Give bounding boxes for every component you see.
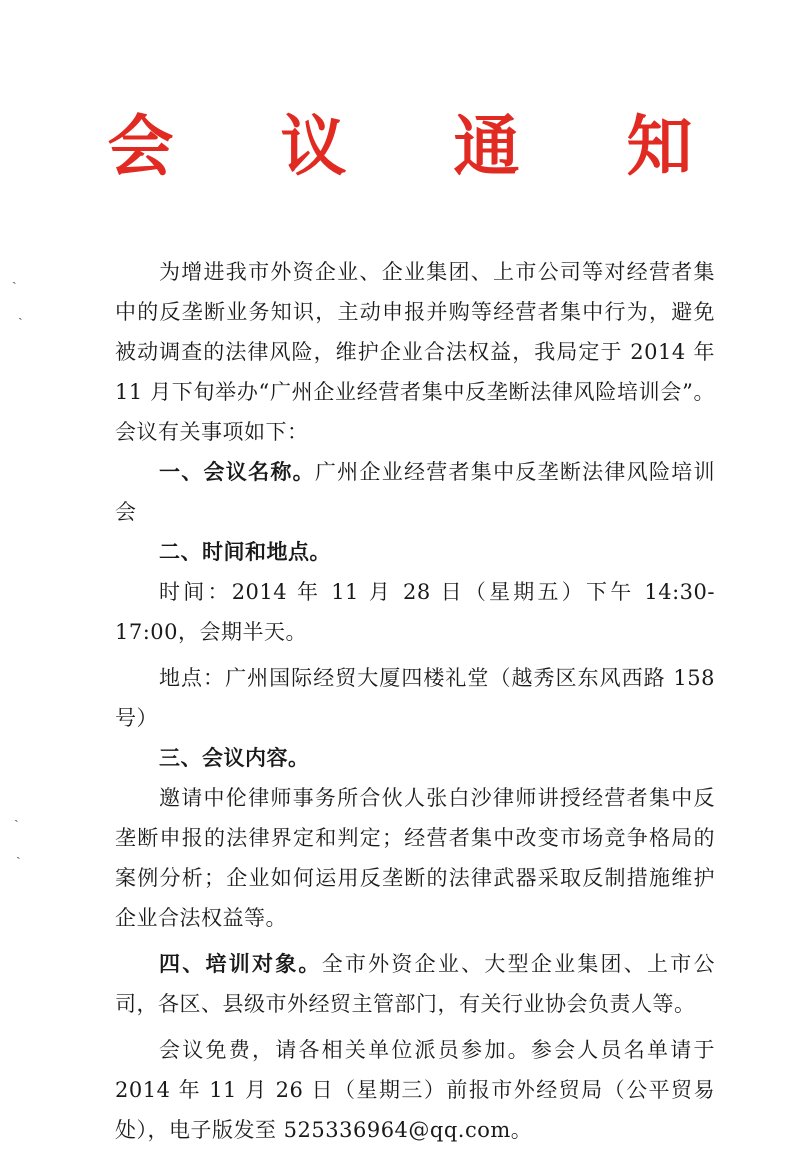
notice-body (115, 252, 715, 1150)
time-paragraph: 时间：2014 年 11 月 28 日（星期五）下午 14:30-17:00，会期半天。 (115, 580, 715, 644)
section-audience (115, 944, 715, 1024)
margin-mark: ˎ (16, 844, 21, 860)
section-meeting-name (115, 452, 715, 532)
closing-paragraph: 会议免费，请各相关单位派员参加。参会人员名单请于 2014 年 11 月 26 日（星期三）前报市外经贸局（公平贸易处），电子版发至 525336964@qq.com。 (115, 1038, 715, 1142)
section-time-place-heading: 二、时间和地点。 (159, 539, 331, 564)
margin-mark: ˏ (12, 269, 17, 285)
section-heading: 一、会议名称。 (159, 459, 315, 484)
section-content-heading: 三、会议内容。 (159, 745, 310, 770)
margin-mark: ˏ (18, 305, 23, 321)
place-paragraph: 地点：广州国际经贸大厦四楼礼堂（越秀区东风西路 158 号） (115, 666, 715, 730)
section-text: 广州企业经营者集中反垄断法律风险培训会 (115, 460, 716, 524)
section-text: 全市外资企业、大型企业集团、上市公司，各区、县级市外经贸主管部门，有关行业协会负责人等。 (115, 952, 716, 1016)
content-paragraph: 邀请中伦律师事务所合伙人张白沙律师讲授经营者集中反垄断申报的法律界定和判定；经营者集中改变市场竞争格局的案例分析；企业如何运用反垄断的法律武器采取反制措施维护企业合法权益等。 (115, 786, 715, 930)
intro-paragraph: 为增进我市外资企业、企业集团、上市公司等对经营者集中的反垄断业务知识，主动申报并购等经营者集中行为，避免被动调查的法律风险，维护企业合法权益，我局定于 2014 年 11 月下旬举办“广州企业经营者集中反垄断法律风险培训会”。会议有关事项如下： (115, 260, 715, 444)
section-heading: 四、培训对象。 (159, 951, 322, 976)
notice-title: 会 议 通 知 (107, 107, 735, 185)
margin-mark: ˏ (14, 807, 19, 823)
